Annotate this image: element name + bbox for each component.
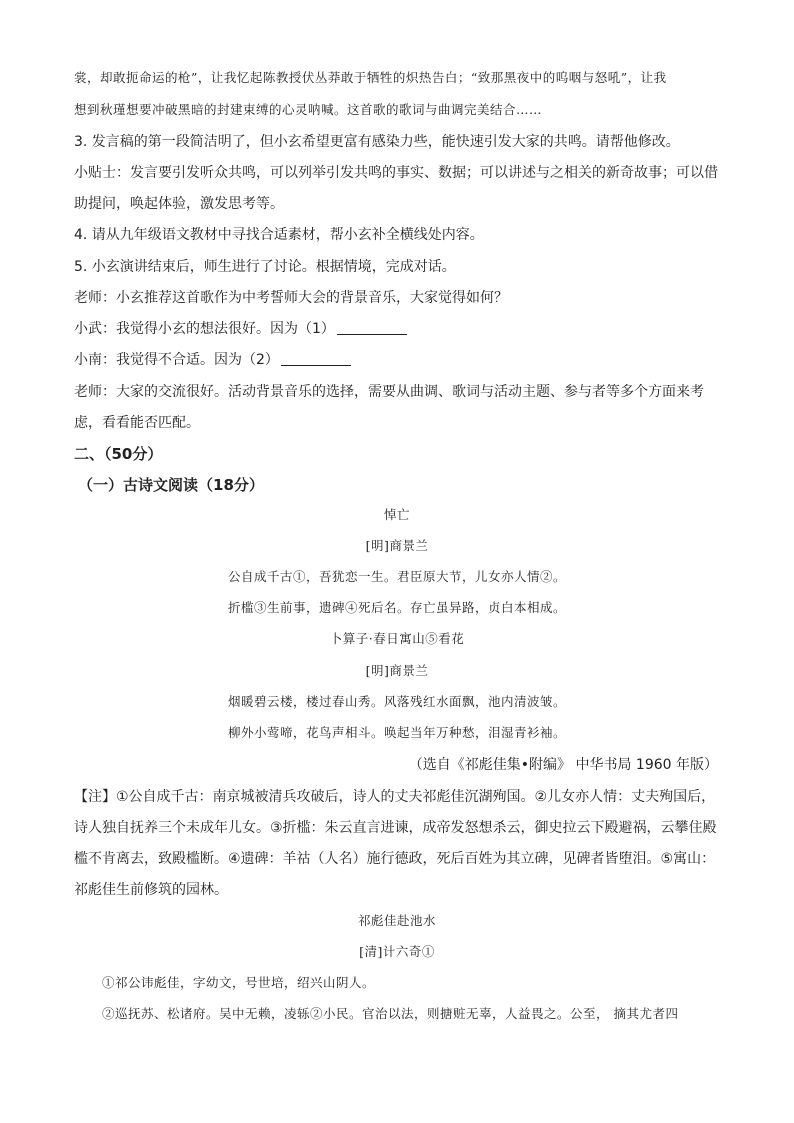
passage-line: ①祁公讳彪佳，字幼文，号世培，绍兴山阴人。: [102, 975, 376, 990]
note-line: 诗人独自抚养三个未成年儿女。③折槛：朱云直言进谏，成帝发怒想杀云，御史拉云下殿避祸，云攀住殿: [74, 820, 717, 836]
subsection-heading: （一）古诗文阅读（18分）: [78, 476, 264, 494]
question-4: 4. 请从九年级语文教材中寻找合适素材，帮小玄补全横线处内容。: [74, 227, 484, 243]
answer-blank[interactable]: [281, 351, 351, 366]
poem-author: [明]商景兰: [365, 538, 429, 553]
passage-line: ②巡抚苏、松诸府。吴中无赖，凌轹②小民。官治以法，则搪赃无辜，人益畏之。公至， 摘其尤者四: [102, 1006, 679, 1021]
passage-line: 裳，却敢扼命运的枪”，让我忆起陈教授伏丛莽敢于牺牲的炽热告白；“致那黑夜中的呜咽与怒吼”，让我: [74, 70, 667, 85]
question-5: 5. 小玄演讲结束后，师生进行了讨论。根据情境，完成对话。: [74, 259, 456, 275]
dialogue-teacher: 老师：小玄推荐这首歌作为中考誓师大会的背景音乐，大家觉得如何？: [74, 290, 508, 306]
poem-line: 柳外小莺啼，花鸟声相斗。唤起当年万种愁，泪湿青衫袖。: [227, 725, 566, 740]
dialogue-teacher: 虑，看看能否匹配。: [74, 415, 200, 431]
tip-line: 小贴士：发言要引发听众共鸣，可以列举引发共鸣的事实、数据；可以讲述与之相关的新奇故事；可以借: [74, 165, 718, 181]
poem-author: [明]商景兰: [365, 663, 429, 678]
source-citation: （选自《祁彪佳集•附编》 中华书局 1960 年版）: [408, 757, 718, 773]
question-3: 3. 发言稿的第一段简洁明了，但小玄希望更富有感染力些，能快速引发大家的共鸣。请帮他修改。: [74, 134, 680, 150]
section-heading: 二、（50分）: [74, 445, 163, 463]
note-line: 祁彪佳生前修筑的园林。: [74, 882, 228, 898]
dialogue-wu: 小武：我觉得小玄的想法很好。因为（1）: [74, 318, 407, 338]
poem-line: 折槛③生前事，遗碑④死后名。存亡虽异路，贞白本相成。: [227, 600, 566, 615]
note-line: 【注】①公自成千古：南京城被清兵攻破后，诗人的丈夫祁彪佳沉湖殉国。②儿女亦人情：丈夫殉国后，: [74, 789, 716, 805]
poem-title: 卜算子·春日寓山⑤看花: [329, 631, 465, 646]
note-line: 槛不肯离去，致殿槛断。④遗碑：羊祜（人名）施行德政，死后百姓为其立碑，见碑者皆堕泪。⑤寓山：: [74, 851, 716, 867]
dialogue-teacher: 老师：大家的交流很好。活动背景音乐的选择，需要从曲调、歌词与活动主题、参与者等多个方面来考: [74, 384, 704, 400]
answer-blank[interactable]: [337, 320, 407, 335]
passage-title: 祁彪佳赴池水: [357, 913, 436, 928]
tip-line: 助提问，唤起体验，激发思考等。: [74, 196, 284, 212]
passage-line: 想到秋瑾想要冲破黑暗的封建束缚的心灵呐喊。这首歌的歌词与曲调完美结合……: [74, 102, 543, 117]
passage-author: [清]计六奇①: [359, 944, 435, 959]
poem-line: 公自成千古①，吾犹恋一生。君臣原大节，儿女亦人情②。: [227, 569, 566, 584]
poem-line: 烟暖碧云楼，楼过春山秀。风落残红水面飘，池内清波皱。: [227, 694, 566, 709]
dialogue-nan: 小南：我觉得不合适。因为（2）: [74, 349, 351, 369]
poem-title: 悼亡: [383, 507, 410, 522]
